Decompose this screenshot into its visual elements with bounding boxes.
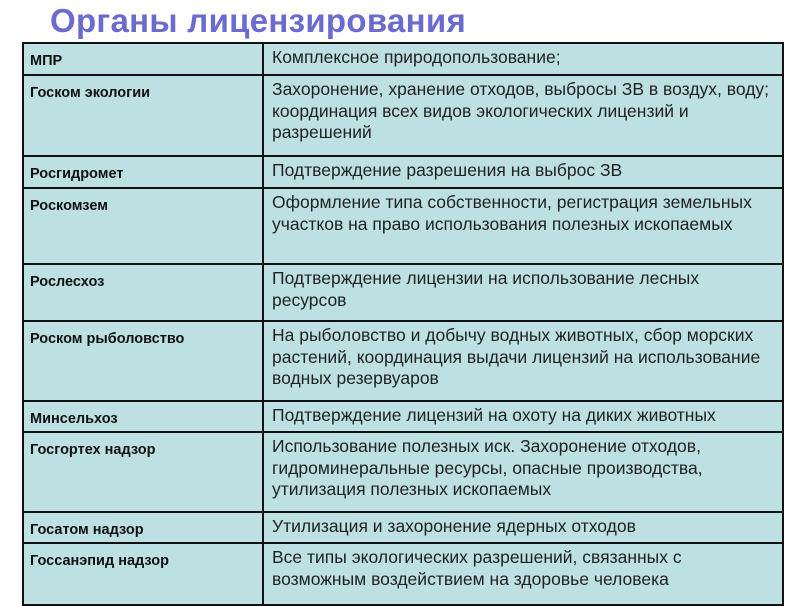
agency-cell: Госком экологии (23, 75, 263, 156)
table-row (23, 156, 783, 188)
scope-cell: На рыболовство и добычу водных животных, сбор морских растений, координация выдачи лицензий на использование водных резервуаров (263, 321, 783, 401)
table-row (23, 188, 783, 264)
scope-cell: Использование полезных иск. Захоронение отходов, гидроминеральные ресурсы, опасные производства, утилизация полезных ископаемых (263, 432, 783, 512)
agency-cell: Рослесхоз (23, 264, 263, 321)
scope-cell: Оформление типа собственности, регистрация земельных участков на право использования полезных ископаемых (263, 188, 783, 264)
scope-cell: Захоронение, хранение отходов, выбросы ЗВ в воздух, воду; координация всех видов экологических лицензий и разрешений (263, 75, 783, 156)
agency-cell: Госгортех надзор (23, 432, 263, 512)
licensing-table (22, 42, 784, 606)
table-row (23, 401, 783, 432)
agency-cell: Роском рыболовство (23, 321, 263, 401)
agency-cell: Госсанэпид надзор (23, 543, 263, 605)
table-row (23, 512, 783, 543)
agency-cell: МПР (23, 43, 263, 75)
table-row (23, 432, 783, 512)
scope-cell: Все типы экологических разрешений, связанных с возможным воздействием на здоровье человека (263, 543, 783, 605)
table-row (23, 543, 783, 605)
scope-cell: Подтверждение лицензий на охоту на диких животных (263, 401, 783, 432)
scope-cell: Комплексное природопользование; (263, 43, 783, 75)
table-row (23, 321, 783, 401)
agency-cell: Роскомзем (23, 188, 263, 264)
agency-cell: Госатом надзор (23, 512, 263, 543)
table-row (23, 264, 783, 321)
agency-cell: Минсельхоз (23, 401, 263, 432)
table-row (23, 43, 783, 75)
scope-cell: Подтверждение лицензии на использование лесных ресурсов (263, 264, 783, 321)
page-title: Органы лицензирования (50, 2, 467, 39)
scope-cell: Утилизация и захоронение ядерных отходов (263, 512, 783, 543)
agency-cell: Росгидромет (23, 156, 263, 188)
scope-cell: Подтверждение разрешения на выброс ЗВ (263, 156, 783, 188)
table-row (23, 75, 783, 156)
